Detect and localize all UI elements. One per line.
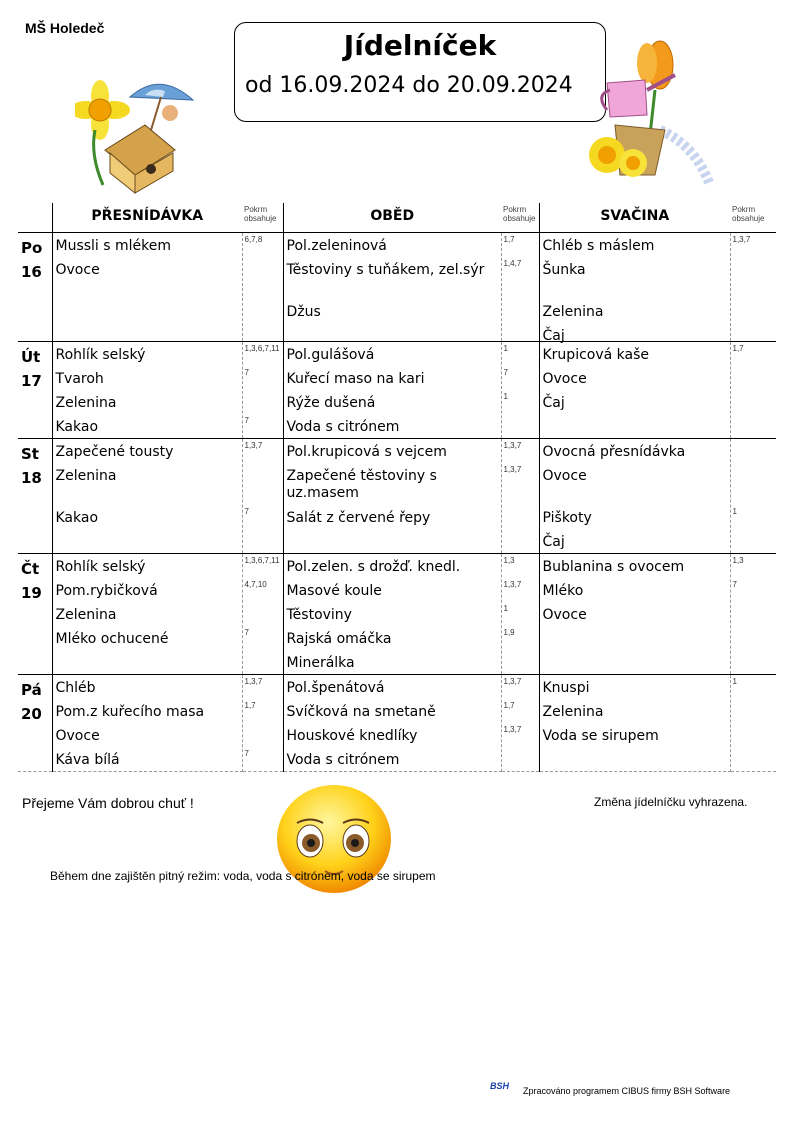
day-abbr: Čt bbox=[21, 560, 40, 578]
snack-item: Zelenina bbox=[542, 304, 604, 320]
breakfast-allergens bbox=[243, 390, 283, 414]
breakfast-allergens: 7 bbox=[244, 628, 249, 637]
title-box bbox=[234, 22, 606, 122]
snack-allergens bbox=[731, 602, 777, 626]
lunch-item: Svíčková na smetaně bbox=[286, 704, 436, 720]
lunch-item: Zapečené těstoviny s uz.masem bbox=[286, 468, 437, 501]
day-abbr: Pá bbox=[21, 681, 42, 699]
breakfast-item bbox=[53, 650, 242, 674]
breakfast-item bbox=[53, 529, 242, 553]
bsh-logo: BSH bbox=[490, 1081, 510, 1091]
day-number: 19 bbox=[21, 584, 42, 602]
breakfast-allergens bbox=[243, 602, 283, 626]
snack-allergens bbox=[731, 299, 777, 323]
lunch-item: Těstoviny s tuňákem, zel.sýr bbox=[286, 262, 485, 278]
breakfast-item: Tvaroh bbox=[55, 371, 104, 387]
snack-allergens: 1,7 bbox=[732, 344, 744, 353]
breakfast-allergens: 7 bbox=[244, 416, 249, 425]
breakfast-item: Káva bílá bbox=[55, 752, 120, 768]
day-label bbox=[18, 439, 52, 490]
snack-item: Voda se sirupem bbox=[542, 728, 659, 744]
snack-allergens bbox=[731, 257, 777, 299]
day-abbr: Út bbox=[21, 348, 41, 366]
day-label bbox=[18, 554, 52, 605]
lunch-allergens bbox=[502, 529, 539, 553]
breakfast-allergens bbox=[243, 257, 283, 299]
snack-allergens bbox=[731, 390, 777, 414]
breakfast-item: Chléb bbox=[55, 680, 96, 696]
breakfast-item: Mléko ochucené bbox=[55, 631, 169, 647]
lunch-allergens: 1,3,7 bbox=[503, 465, 522, 474]
snack-allergens: 1 bbox=[732, 677, 737, 686]
lunch-allergens: 1,7 bbox=[503, 701, 515, 710]
snack-allergens: 7 bbox=[732, 580, 737, 589]
day-label bbox=[18, 675, 52, 726]
breakfast-item: Zelenina bbox=[55, 395, 117, 411]
breakfast-item: Mussli s mlékem bbox=[55, 238, 172, 254]
lunch-item: Pol.zelen. s drožď. knedl. bbox=[286, 559, 461, 575]
day-number: 17 bbox=[21, 372, 42, 390]
snack-item: Chléb s máslem bbox=[542, 238, 655, 254]
snack-item: Ovocná přesnídávka bbox=[542, 444, 686, 460]
lunch-allergens: 1 bbox=[503, 392, 508, 401]
lunch-item: Salát z červené řepy bbox=[286, 510, 431, 526]
snack-allergens bbox=[731, 414, 777, 438]
lunch-allergens: 7 bbox=[503, 368, 508, 377]
snack-allergens: 1,3,7 bbox=[732, 235, 751, 244]
breakfast-item: Rohlík selský bbox=[55, 559, 146, 575]
snack-allergens: 1 bbox=[732, 507, 737, 516]
allergen-header: Pokrm obsahuje bbox=[730, 203, 776, 233]
lunch-allergens bbox=[502, 299, 539, 323]
lunch-allergens: 1,3,7 bbox=[503, 580, 522, 589]
lunch-allergens: 1,3 bbox=[503, 556, 515, 565]
snack-item: Ovoce bbox=[542, 371, 587, 387]
day-number: 16 bbox=[21, 263, 42, 281]
snack-item: Krupicová kaše bbox=[542, 347, 650, 363]
lunch-item: Masové koule bbox=[286, 583, 382, 599]
lunch-item: Pol.gulášová bbox=[286, 347, 375, 363]
breakfast-item: Ovoce bbox=[55, 728, 100, 744]
snack-item: Ovoce bbox=[542, 468, 587, 484]
snack-item: Šunka bbox=[542, 262, 586, 278]
breakfast-allergens: 6,7,8 bbox=[244, 235, 263, 244]
breakfast-item: Rohlík selský bbox=[55, 347, 146, 363]
snack-item: Bublanina s ovocem bbox=[542, 559, 685, 575]
breakfast-allergens: 1,3,7 bbox=[244, 441, 263, 450]
lunch-allergens bbox=[502, 505, 539, 529]
lunch-allergens bbox=[502, 650, 539, 674]
snack-allergens bbox=[731, 723, 777, 747]
breakfast-item: Zapečené tousty bbox=[55, 444, 174, 460]
snack-item bbox=[540, 650, 730, 674]
wish-text: Přejeme Vám dobrou chuť ! bbox=[22, 795, 194, 811]
lunch-item: Pol.špenátová bbox=[286, 680, 385, 696]
day-abbr: Po bbox=[21, 239, 43, 257]
day-row bbox=[18, 439, 776, 554]
breakfast-item: Zelenina bbox=[55, 607, 117, 623]
breakfast-allergens bbox=[243, 299, 283, 323]
lunch-item bbox=[284, 323, 501, 341]
snack-allergens bbox=[731, 650, 777, 674]
snack-item: Knuspi bbox=[542, 680, 590, 696]
snack-allergens bbox=[731, 529, 777, 553]
lunch-item: Těstoviny bbox=[286, 607, 352, 623]
day-row bbox=[18, 554, 776, 675]
watering-can-flowers-icon bbox=[575, 35, 720, 195]
lunch-allergens: 1,3,7 bbox=[503, 441, 522, 450]
day-abbr: St bbox=[21, 445, 39, 463]
lunch-allergens: 1,3,7 bbox=[503, 725, 522, 734]
lunch-item: Voda s citrónem bbox=[286, 419, 400, 435]
snack-item: Ovoce bbox=[542, 607, 587, 623]
allergen-header: Pokrm obsahuje bbox=[242, 203, 283, 233]
header-row bbox=[18, 203, 776, 233]
lunch-allergens: 1,9 bbox=[503, 628, 515, 637]
breakfast-allergens bbox=[243, 723, 283, 747]
lunch-allergens bbox=[502, 414, 539, 438]
lunch-header: OBĚD bbox=[283, 203, 501, 233]
snack-allergens bbox=[731, 439, 777, 463]
snack-item bbox=[540, 747, 730, 771]
breakfast-allergens bbox=[243, 529, 283, 553]
breakfast-allergens bbox=[243, 323, 283, 341]
lunch-allergens: 1,4,7 bbox=[503, 259, 522, 268]
lunch-allergens: 1,7 bbox=[503, 235, 515, 244]
breakfast-item bbox=[53, 299, 242, 323]
breakfast-allergens: 7 bbox=[244, 368, 249, 377]
day-row bbox=[18, 675, 776, 772]
lunch-allergens: 1 bbox=[503, 604, 508, 613]
lunch-allergens: 1,3,7 bbox=[503, 677, 522, 686]
snack-item: Piškoty bbox=[542, 510, 592, 526]
lunch-allergens: 1 bbox=[503, 344, 508, 353]
credit-text: Zpracováno programem CIBUS firmy BSH Software bbox=[523, 1086, 731, 1096]
breakfast-allergens: 1,3,7 bbox=[244, 677, 263, 686]
breakfast-header: PŘESNÍDÁVKA bbox=[52, 203, 242, 233]
lunch-allergens bbox=[502, 747, 539, 771]
day-label bbox=[18, 342, 52, 393]
page-title: Jídelníček bbox=[343, 29, 497, 62]
daffodil-birdhouse-umbrella-icon bbox=[75, 75, 200, 195]
breakfast-allergens: 4,7,10 bbox=[244, 580, 267, 589]
snack-item bbox=[540, 414, 730, 438]
school-name: MŠ Holedeč bbox=[25, 20, 105, 36]
allergen-header: Pokrm obsahuje bbox=[501, 203, 539, 233]
snack-item: Čaj bbox=[542, 534, 565, 550]
snack-allergens bbox=[731, 747, 777, 771]
breakfast-allergens: 1,7 bbox=[244, 701, 256, 710]
breakfast-allergens: 7 bbox=[244, 507, 249, 516]
lunch-item: Rajská omáčka bbox=[286, 631, 392, 647]
snack-allergens bbox=[731, 463, 777, 505]
lunch-item: Voda s citrónem bbox=[286, 752, 400, 768]
breakfast-item: Kakao bbox=[55, 510, 99, 526]
drinking-regime-text: Během dne zajištěn pitný režim: voda, voda s citrónem, voda se sirupem bbox=[50, 869, 436, 883]
snack-allergens bbox=[731, 626, 777, 650]
snack-item: Čaj bbox=[542, 328, 565, 344]
breakfast-item: Ovoce bbox=[55, 262, 100, 278]
snack-item bbox=[540, 626, 730, 650]
breakfast-allergens: 1,3,6,7,11 bbox=[244, 556, 280, 565]
lunch-item: Minerálka bbox=[286, 655, 355, 671]
breakfast-item: Zelenina bbox=[55, 468, 117, 484]
day-row bbox=[18, 342, 776, 439]
lunch-item bbox=[284, 529, 501, 553]
day-number: 18 bbox=[21, 469, 42, 487]
breakfast-item: Pom.rybičková bbox=[55, 583, 158, 599]
snack-allergens bbox=[731, 699, 777, 723]
snack-item: Čaj bbox=[542, 395, 565, 411]
day-number: 20 bbox=[21, 705, 42, 723]
menu-table bbox=[18, 203, 776, 772]
lunch-item: Houskové knedlíky bbox=[286, 728, 418, 744]
snack-item: Zelenina bbox=[542, 704, 604, 720]
day-label bbox=[18, 233, 52, 284]
lunch-item: Džus bbox=[286, 304, 321, 320]
breakfast-allergens bbox=[243, 463, 283, 505]
lunch-item: Kuřecí maso na kari bbox=[286, 371, 425, 387]
breakfast-item bbox=[53, 323, 242, 341]
date-range: od 16.09.2024 do 20.09.2024 bbox=[245, 73, 573, 98]
breakfast-item: Pom.z kuřecího masa bbox=[55, 704, 205, 720]
day-row bbox=[18, 233, 776, 342]
breakfast-allergens: 1,3,6,7,11 bbox=[244, 344, 280, 353]
snack-allergens bbox=[731, 323, 777, 341]
lunch-item: Rýže dušená bbox=[286, 395, 376, 411]
breakfast-allergens bbox=[243, 650, 283, 674]
snack-header: SVAČINA bbox=[539, 203, 730, 233]
snack-allergens: 1,3 bbox=[732, 556, 744, 565]
breakfast-allergens: 7 bbox=[244, 749, 249, 758]
change-note: Změna jídelníčku vyhrazena. bbox=[594, 795, 748, 809]
snack-item: Mléko bbox=[542, 583, 584, 599]
lunch-allergens bbox=[502, 323, 539, 341]
breakfast-item: Kakao bbox=[55, 419, 99, 435]
lunch-item: Pol.krupicová s vejcem bbox=[286, 444, 447, 460]
snack-allergens bbox=[731, 366, 777, 390]
lunch-item: Pol.zeleninová bbox=[286, 238, 387, 254]
